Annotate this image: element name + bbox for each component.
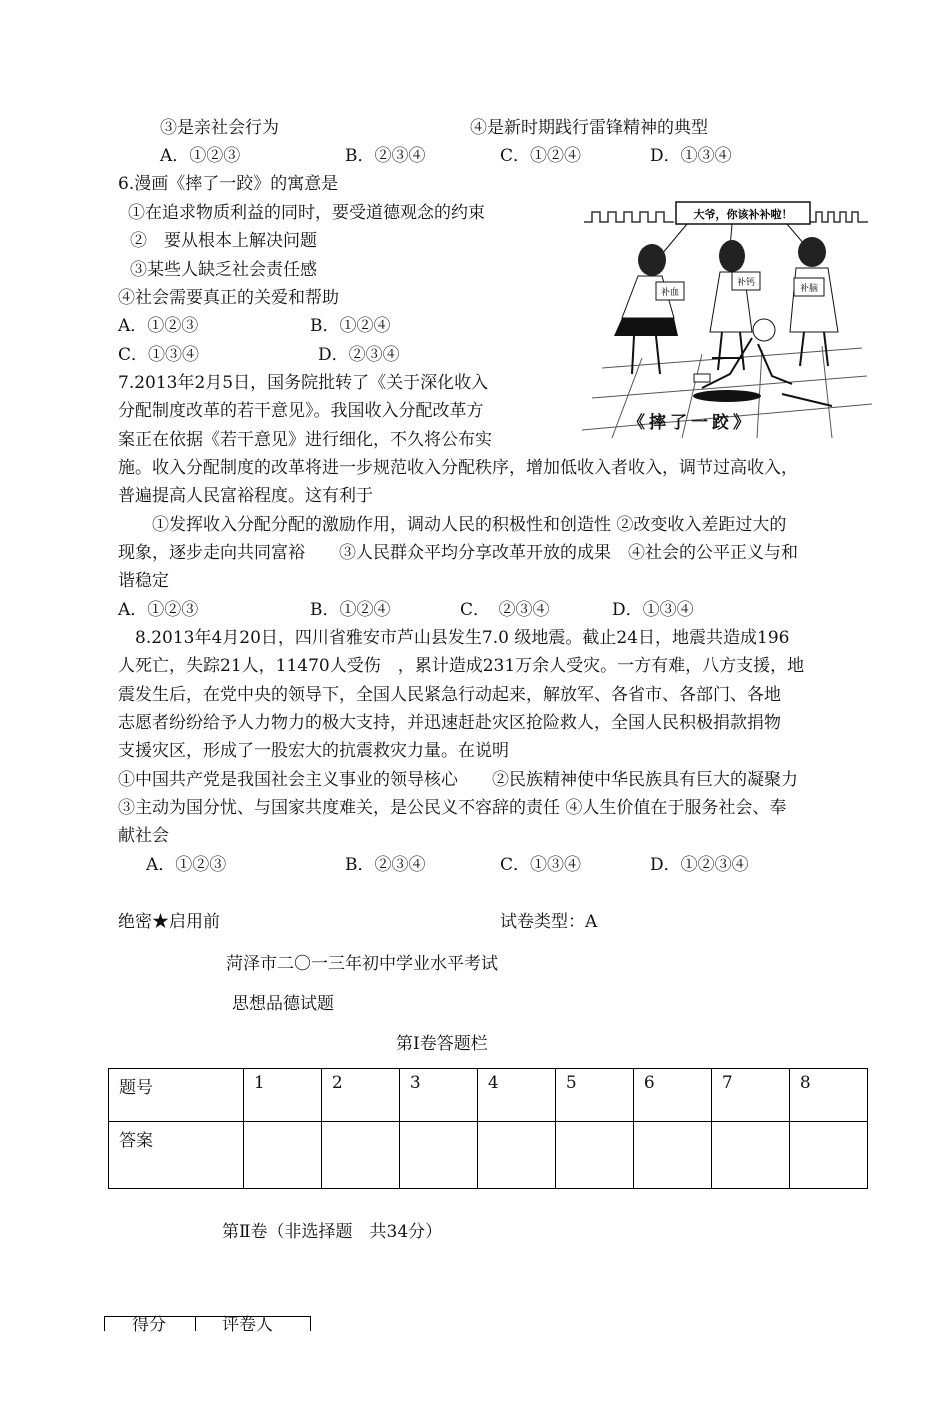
q7-line-3: 案正在依据《若干意见》进行细化，不久将公布实 bbox=[118, 430, 492, 450]
q7-line-8: 谐稳定 bbox=[118, 571, 169, 591]
q7-line-1: 7.2013年2月5日，国务院批转了《关于深化收入 bbox=[118, 373, 489, 393]
q8-line-1: 8.2013年4月20日，四川省雅安市芦山县发生7.0 级地震。截止24日，地震共造成196 bbox=[118, 628, 790, 648]
q8-option-b: B．②③④ bbox=[345, 855, 426, 875]
answer-cell[interactable] bbox=[555, 1122, 633, 1189]
q7-option-c: C． ②③④ bbox=[460, 600, 550, 620]
table-row bbox=[109, 1069, 868, 1122]
cartoon-sign-2: 补钙 bbox=[736, 278, 756, 288]
q5-option-a: A．①②③ bbox=[160, 146, 241, 166]
part2-title: 第Ⅱ卷（非选择题 共34分） bbox=[222, 1222, 443, 1242]
answer-cell[interactable] bbox=[399, 1122, 477, 1189]
q6-option-b: B．①②④ bbox=[310, 316, 391, 336]
q6-item-1: ①在追求物质利益的同时，要受道德观念的约束 bbox=[128, 203, 485, 223]
q6-option-a: A．①②③ bbox=[118, 316, 199, 336]
q8-line-2: 人死亡，失踪21人，11470人受伤 ，累计造成231万余人受灾。一方有难，八方支援，地 bbox=[118, 656, 805, 676]
part1-title: 第Ⅰ卷答题栏 bbox=[396, 1034, 488, 1054]
table-header-label: 题号 bbox=[109, 1069, 244, 1122]
grader-label: 评卷人 bbox=[222, 1315, 273, 1335]
q7-option-b: B．①②④ bbox=[310, 600, 391, 620]
cartoon-title: 《摔了一跤》 bbox=[628, 413, 754, 433]
q7-option-a: A．①②③ bbox=[118, 600, 199, 620]
q7-line-4: 施。收入分配制度的改革将进一步规范收入分配秩序，增加低收入者收入，调节过高收入， bbox=[118, 458, 798, 478]
score-label: 得分 bbox=[132, 1315, 166, 1335]
q6-stem: 6.漫画《摔了一跤》的寓意是 bbox=[118, 174, 339, 194]
answer-cell[interactable] bbox=[243, 1122, 321, 1189]
q6-item-4: ④社会需要真正的关爱和帮助 bbox=[118, 288, 339, 308]
answer-cell[interactable] bbox=[477, 1122, 555, 1189]
q6-option-d: D．②③④ bbox=[318, 345, 400, 365]
q6-option-c: C．①③④ bbox=[118, 345, 200, 365]
cartoon-sign-3: 补脑 bbox=[799, 284, 819, 294]
answer-cell[interactable] bbox=[789, 1122, 867, 1189]
question-number: 3 bbox=[399, 1069, 477, 1122]
exam-title: 菏泽市二〇一三年初中学业水平考试 bbox=[226, 954, 498, 974]
answer-cell[interactable] bbox=[711, 1122, 789, 1189]
cartoon-illustration bbox=[582, 198, 874, 440]
q8-option-a: A．①②③ bbox=[146, 855, 227, 875]
q7-option-d: D．①③④ bbox=[612, 600, 694, 620]
question-number: 7 bbox=[711, 1069, 789, 1122]
table-row bbox=[109, 1122, 868, 1189]
q6-item-3: ③某些人缺乏社会责任感 bbox=[130, 260, 317, 280]
cartoon-bubble-text: 大爷，你该补补啦！ bbox=[693, 208, 793, 221]
cartoon-sign-1: 补血 bbox=[660, 288, 680, 298]
q5-option-d: D．①③④ bbox=[650, 146, 732, 166]
question-number: 1 bbox=[243, 1069, 321, 1122]
subject-title: 思想品德试题 bbox=[232, 994, 334, 1014]
q5-option-b: B．②③④ bbox=[345, 146, 426, 166]
q8-line-3: 震发生后，在党中央的领导下，全国人民紧急行动起来，解放军、各省市、各部门、各地 bbox=[118, 685, 781, 705]
question-number: 5 bbox=[555, 1069, 633, 1122]
secret-label: 绝密★启用前 bbox=[118, 912, 220, 932]
question-number: 8 bbox=[789, 1069, 867, 1122]
q7-line-5: 普遍提高人民富裕程度。这有利于 bbox=[118, 486, 373, 506]
q6-item-2: ② 要从根本上解决问题 bbox=[130, 231, 317, 251]
answer-row-label: 答案 bbox=[109, 1122, 244, 1189]
question-number: 6 bbox=[633, 1069, 711, 1122]
answer-cell[interactable] bbox=[633, 1122, 711, 1189]
q8-option-d: D．①②③④ bbox=[650, 855, 749, 875]
question-number: 4 bbox=[477, 1069, 555, 1122]
q8-line-6: ①中国共产党是我国社会主义事业的领导核心 ②民族精神使中华民族具有巨大的凝聚力 bbox=[118, 770, 798, 790]
q8-line-4: 志愿者纷纷给予人力物力的极大支持，并迅速赶赴灾区抢险救人，全国人民积极捐款捐物 bbox=[118, 713, 781, 733]
answer-table bbox=[108, 1068, 868, 1189]
q7-line-7: 现象，逐步走向共同富裕 ③人民群众平均分享改革开放的成果 ④社会的公平正义与和 bbox=[118, 543, 798, 563]
question-number: 2 bbox=[321, 1069, 399, 1122]
answer-cell[interactable] bbox=[321, 1122, 399, 1189]
q5-option-c: C．①②④ bbox=[500, 146, 582, 166]
q8-line-5: 支援灾区，形成了一股宏大的抗震救灾力量。在说明 bbox=[118, 741, 509, 761]
exam-type-label: 试卷类型：A bbox=[500, 912, 598, 932]
q8-option-c: C．①③④ bbox=[500, 855, 582, 875]
q5-item-3: ③是亲社会行为 bbox=[160, 118, 279, 138]
q7-line-2: 分配制度改革的若干意见》。我国收入分配改革方 bbox=[118, 401, 484, 421]
q8-line-7: ③主动为国分忧、与国家共度难关，是公民义不容辞的责任 ④人生价值在于服务社会、奉 bbox=[118, 798, 787, 818]
q7-line-6: ①发挥收入分配分配的激励作用，调动人民的积极性和创造性 ②改变收入差距过大的 bbox=[118, 515, 787, 535]
q5-item-4: ④是新时期践行雷锋精神的典型 bbox=[470, 118, 708, 138]
q8-line-8: 献社会 bbox=[118, 826, 169, 846]
